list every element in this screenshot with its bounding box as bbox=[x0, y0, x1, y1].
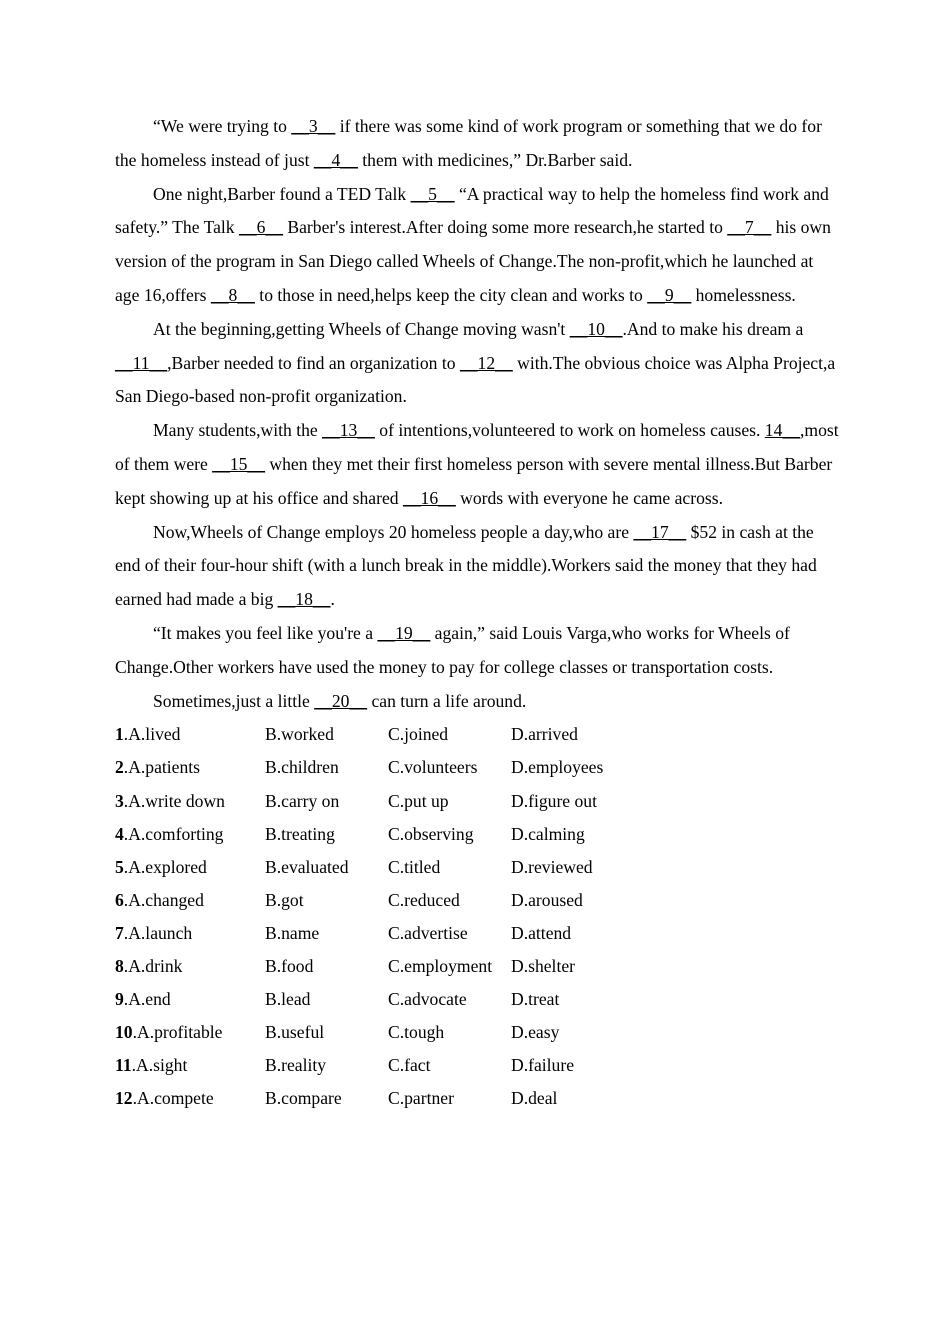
blank-18: __18__ bbox=[277, 589, 331, 610]
paragraph-6 bbox=[115, 617, 840, 685]
options-list bbox=[115, 718, 840, 1115]
option-d: D.figure out bbox=[511, 790, 597, 811]
question-number: 4 bbox=[115, 823, 124, 844]
text: of intentions,volunteered to work on homeless causes. bbox=[374, 420, 765, 441]
option-row bbox=[115, 785, 840, 818]
question-number: 5 bbox=[115, 856, 124, 877]
option-d: D.employees bbox=[511, 757, 604, 778]
option-c: C.fact bbox=[388, 1055, 431, 1076]
option-a: .A.patients bbox=[123, 757, 201, 778]
option-b: B.children bbox=[265, 757, 339, 778]
text: “We were trying to bbox=[153, 116, 292, 136]
option-row bbox=[115, 718, 840, 751]
text: .And to make his dream a bbox=[622, 318, 804, 339]
text: ,Barber needed to find an organization to bbox=[167, 352, 460, 373]
option-b: B.lead bbox=[265, 989, 311, 1010]
option-d: D.attend bbox=[511, 922, 572, 943]
text: ,most of them were bbox=[115, 420, 839, 474]
option-d: D.failure bbox=[511, 1055, 575, 1076]
option-d: D.calming bbox=[511, 823, 585, 844]
text: One night,Barber found a TED Talk bbox=[153, 183, 411, 204]
option-row bbox=[115, 818, 840, 851]
paragraph-3 bbox=[115, 313, 840, 414]
paragraph-7 bbox=[115, 685, 840, 719]
text: Sometimes,just a little bbox=[153, 690, 315, 711]
blank-10: __10__ bbox=[569, 318, 623, 339]
blank-16: __16__ bbox=[402, 487, 456, 508]
blank-6: __6__ bbox=[239, 217, 283, 238]
option-b: B.got bbox=[265, 889, 304, 910]
question-number: 2 bbox=[115, 757, 124, 778]
option-d: D.treat bbox=[511, 989, 560, 1010]
option-a: .A.launch bbox=[123, 922, 193, 943]
option-b: B.treating bbox=[265, 823, 335, 844]
blank-14: 14__ bbox=[764, 420, 800, 441]
option-b: B.carry on bbox=[265, 790, 340, 811]
text: words with everyone he came across. bbox=[455, 487, 723, 508]
option-b: B.compare bbox=[265, 1088, 342, 1109]
option-a: .A.lived bbox=[123, 724, 181, 745]
option-a: .A.end bbox=[123, 989, 171, 1010]
option-d: D.reviewed bbox=[511, 856, 593, 877]
blank-3: __3__ bbox=[291, 116, 336, 136]
text: homelessness. bbox=[691, 284, 796, 305]
blank-9: __9__ bbox=[647, 284, 692, 305]
text: “A practical way to help the homeless find work and safety.” The Talk bbox=[115, 183, 829, 238]
document-page bbox=[115, 110, 840, 1115]
option-d: D.arrived bbox=[511, 724, 578, 745]
question-number: 11 bbox=[115, 1055, 132, 1076]
blank-15: __15__ bbox=[212, 453, 265, 474]
question-number: 1 bbox=[115, 724, 124, 745]
option-d: D.shelter bbox=[511, 956, 576, 976]
option-a: .A.drink bbox=[123, 956, 183, 976]
option-row bbox=[115, 1016, 840, 1049]
option-c: C.advocate bbox=[388, 989, 467, 1010]
option-b: B.name bbox=[265, 922, 320, 943]
text: “It makes you feel like you're a bbox=[153, 622, 378, 643]
question-number: 9 bbox=[115, 989, 124, 1010]
blank-11: __11__ bbox=[115, 352, 168, 373]
text: his own version of the program in San Diego called Wheels of Change.The non-profit,which he launched at age 16,offers bbox=[115, 217, 831, 305]
text: if there was some kind of work program or something that we do for the homeless instead of just bbox=[115, 116, 822, 170]
paragraph-1 bbox=[115, 110, 840, 178]
option-row bbox=[115, 1082, 840, 1115]
option-a: .A.profitable bbox=[132, 1022, 223, 1043]
option-row bbox=[115, 851, 840, 884]
blank-5: __5__ bbox=[410, 183, 455, 204]
option-row bbox=[115, 983, 840, 1016]
text: Barber's interest.After doing some more research,he started to bbox=[282, 217, 728, 238]
option-c: C.advertise bbox=[388, 922, 468, 943]
option-row bbox=[115, 884, 840, 917]
option-row bbox=[115, 1049, 840, 1082]
blank-8: __8__ bbox=[210, 284, 255, 305]
option-b: B.useful bbox=[265, 1022, 325, 1043]
text: when they met their first homeless person with severe mental illness.But Barber kept showing up at his office and shared bbox=[115, 453, 833, 508]
option-a: .A.write down bbox=[123, 790, 225, 811]
option-c: C.partner bbox=[388, 1088, 454, 1109]
option-a: .A.sight bbox=[131, 1055, 188, 1076]
option-b: B.worked bbox=[265, 724, 334, 745]
text: again,” said Louis Varga,who works for Wheels of Change.Other workers have used the money to pay for college classes or transportation costs. bbox=[115, 622, 790, 677]
option-d: D.deal bbox=[511, 1088, 558, 1109]
question-number: 3 bbox=[115, 790, 124, 811]
paragraph-4 bbox=[115, 414, 840, 515]
text: Many students,with the bbox=[153, 420, 323, 441]
option-c: C.joined bbox=[388, 724, 449, 745]
option-row bbox=[115, 751, 840, 784]
question-number: 6 bbox=[115, 889, 124, 910]
blank-19: __19__ bbox=[377, 622, 431, 643]
option-b: B.evaluated bbox=[265, 856, 349, 877]
option-b: B.food bbox=[265, 956, 314, 976]
text: . bbox=[330, 589, 335, 610]
question-number: 7 bbox=[115, 922, 124, 943]
option-b: B.reality bbox=[265, 1055, 327, 1076]
option-c: C.observing bbox=[388, 823, 474, 844]
option-d: D.aroused bbox=[511, 889, 583, 910]
blank-7: __7__ bbox=[727, 217, 772, 238]
blank-4: __4__ bbox=[313, 149, 358, 170]
blank-17: __17__ bbox=[633, 521, 687, 542]
option-a: .A.compete bbox=[132, 1088, 214, 1109]
question-number: 10 bbox=[115, 1022, 133, 1043]
option-d: D.easy bbox=[511, 1022, 560, 1043]
option-c: C.tough bbox=[388, 1022, 445, 1043]
text: At the beginning,getting Wheels of Change moving wasn't bbox=[153, 318, 570, 339]
option-a: .A.explored bbox=[123, 856, 207, 877]
blank-12: __12__ bbox=[459, 352, 513, 373]
option-c: C.put up bbox=[388, 790, 449, 811]
question-number: 12 bbox=[115, 1088, 133, 1109]
option-row bbox=[115, 917, 840, 950]
paragraph-2 bbox=[115, 178, 840, 313]
option-c: C.reduced bbox=[388, 889, 460, 910]
text: Now,Wheels of Change employs 20 homeless people a day,who are bbox=[153, 521, 634, 542]
text: with.The obvious choice was Alpha Project,a San Diego-based non-profit organization. bbox=[115, 352, 836, 407]
text: $52 in cash at the end of their four-hour shift (with a lunch break in the middle).Workers said the money that they had earned had made a big bbox=[115, 521, 817, 610]
option-c: C.volunteers bbox=[388, 757, 478, 778]
blank-20: __20__ bbox=[314, 690, 368, 711]
text: can turn a life around. bbox=[367, 690, 527, 711]
text: to those in need,helps keep the city clean and works to bbox=[254, 284, 648, 305]
text: them with medicines,” Dr.Barber said. bbox=[357, 149, 633, 170]
option-row bbox=[115, 950, 840, 983]
option-c: C.employment bbox=[388, 956, 493, 976]
option-a: .A.comforting bbox=[123, 823, 224, 844]
option-c: C.titled bbox=[388, 856, 441, 877]
blank-13: __13__ bbox=[322, 420, 375, 441]
option-a: .A.changed bbox=[123, 889, 204, 910]
paragraph-5 bbox=[115, 516, 840, 617]
question-number: 8 bbox=[115, 956, 124, 976]
